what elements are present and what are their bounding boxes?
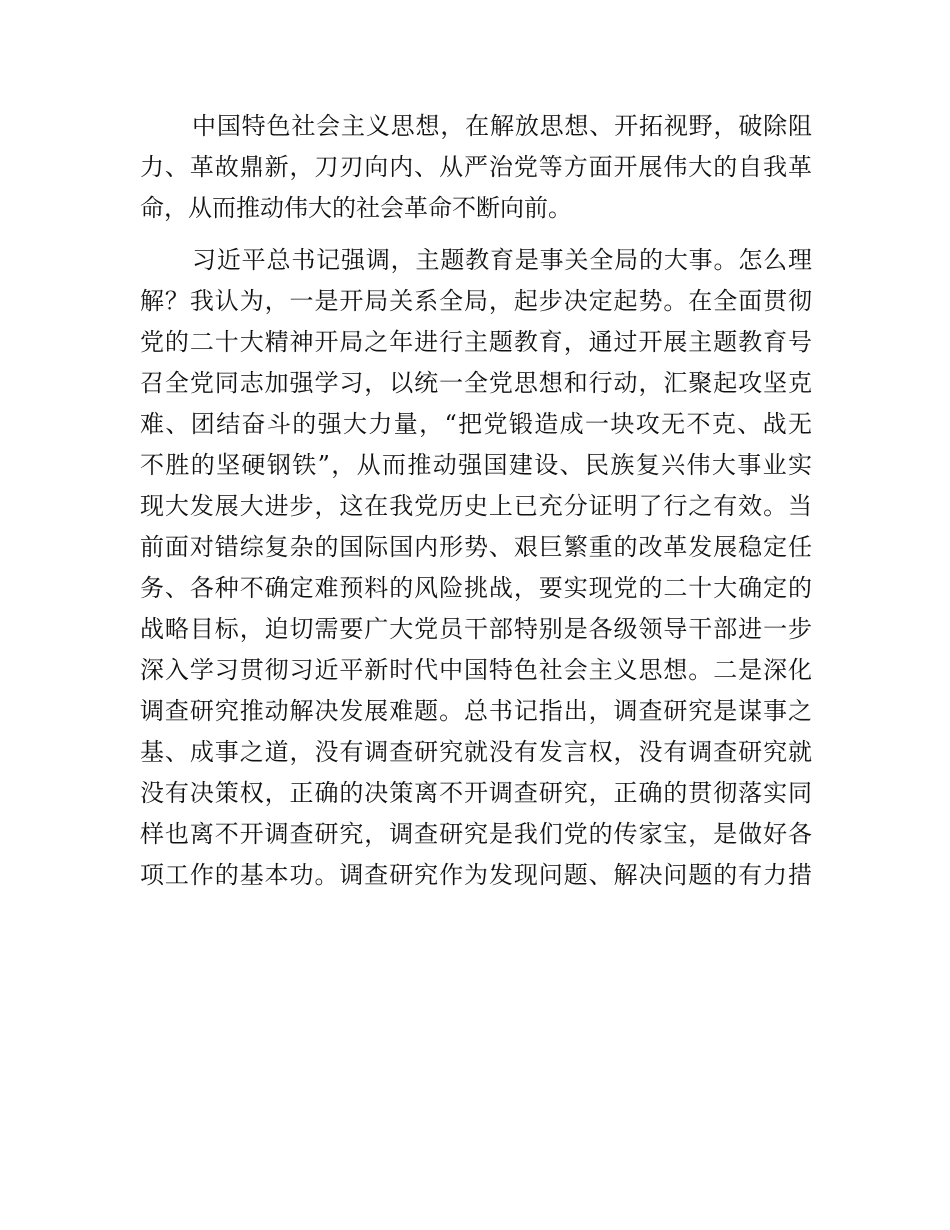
paragraph-line: 习近平总书记强调，主题教育是事关全局的大事。怎么理 [192, 246, 812, 274]
paragraph-1 [140, 106, 812, 229]
paragraph-line: 基、成事之道，没有调查研究就没有发言权，没有调查研究就 [140, 738, 812, 766]
document-body [140, 106, 812, 896]
paragraph-2 [140, 240, 812, 896]
paragraph-line: 解？我认为，一是开局关系全局，起步决定起势。在全面贯彻 [140, 287, 812, 315]
paragraph-line: 项工作的基本功。调查研究作为发现问题、解决问题的有力措 [140, 861, 812, 889]
paragraph-line: 现大发展大进步，这在我党历史上已充分证明了行之有效。当 [140, 492, 812, 520]
paragraph-line: 战略目标，迫切需要广大党员干部特别是各级领导干部进一步 [140, 615, 812, 643]
paragraph-line: 党的二十大精神开局之年进行主题教育，通过开展主题教育号 [140, 328, 812, 356]
paragraph-line: 没有决策权，正确的决策离不开调查研究，正确的贯彻落实同 [140, 779, 812, 807]
paragraph-line: 样也离不开调查研究，调查研究是我们党的传家宝，是做好各 [140, 820, 812, 848]
paragraph-line: 难、团结奋斗的强大力量，“把党锻造成一块攻无不克、战无 [140, 410, 812, 438]
paragraph-line: 力、革故鼎新，刀刃向内、从严治党等方面开展伟大的自我革 [140, 153, 812, 181]
paragraph-line: 务、各种不确定难预料的风险挑战，要实现党的二十大确定的 [140, 574, 812, 602]
paragraph-line: 命，从而推动伟大的社会革命不断向前。 [140, 194, 572, 222]
paragraph-line: 不胜的坚硬钢铁”，从而推动强国建设、民族复兴伟大事业实 [140, 451, 812, 479]
paragraph-line: 前面对错综复杂的国际国内形势、艰巨繁重的改革发展稳定任 [140, 533, 812, 561]
paragraph-line: 中国特色社会主义思想，在解放思想、开拓视野，破除阻 [192, 112, 812, 140]
paragraph-line: 调查研究推动解决发展难题。总书记指出，调查研究是谋事之 [140, 697, 812, 725]
paragraph-line: 深入学习贯彻习近平新时代中国特色社会主义思想。二是深化 [140, 656, 812, 684]
paragraph-line: 召全党同志加强学习，以统一全党思想和行动，汇聚起攻坚克 [140, 369, 812, 397]
